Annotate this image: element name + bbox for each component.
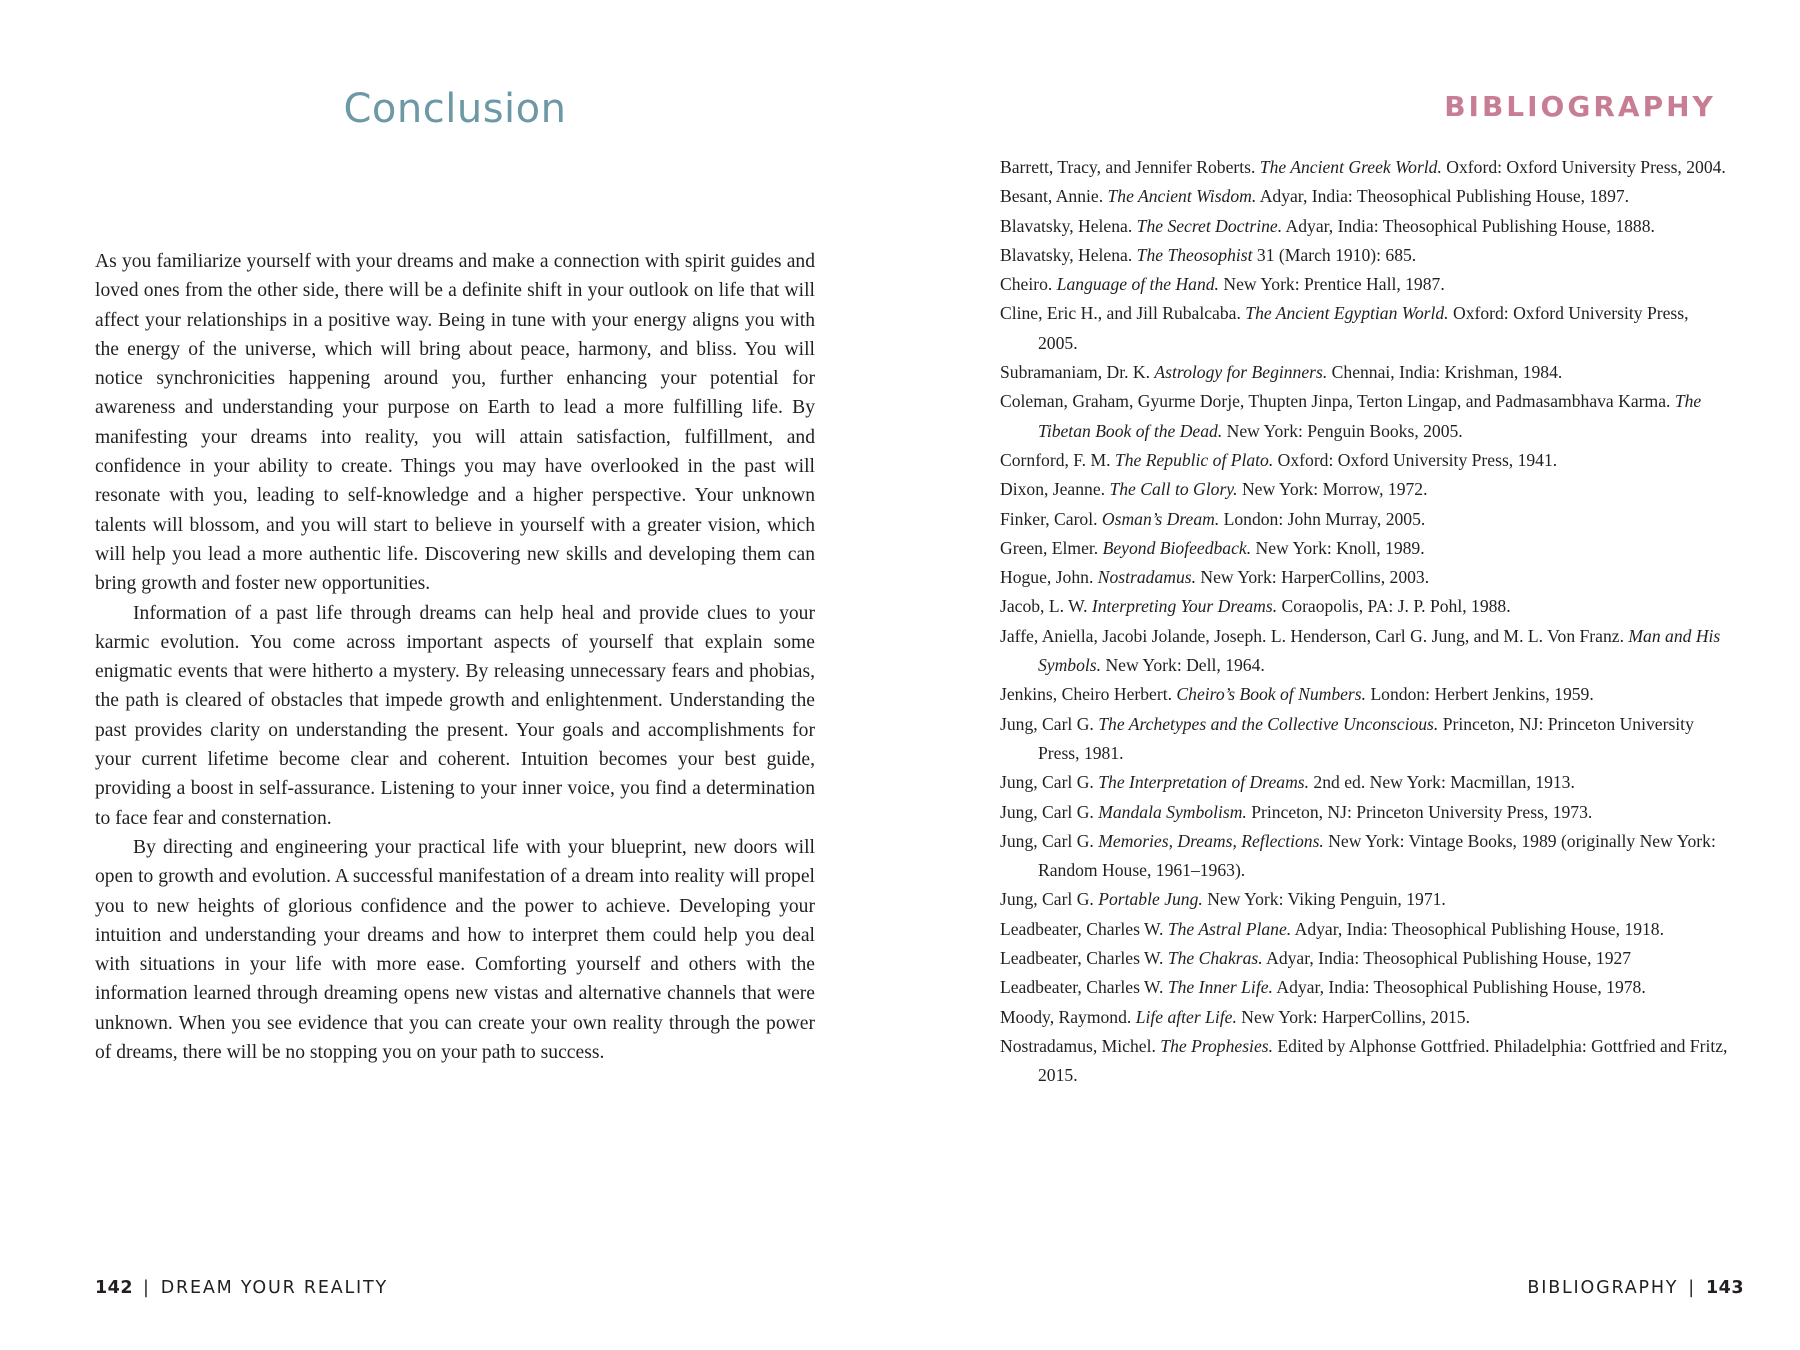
bibliography-entry [1000,153,1732,182]
paragraph: Information of a past life through dreams can help heal and provide clues to your karmic evolution. You come across important aspects of yourself that explain some enigmatic events that were hitherto a mystery. By releasing unnecessary fears and phobias, the path is cleared of obstacles that impede growth and enlightenment. Understanding the past provides clarity on understanding the present. Your goals and accomplishments for your current lifetime become clear and coherent. Intuition becomes your best guide, providing a boost in self-assurance. Listening to your inner voice, you find a determination to face fear and consternation. [95,602,815,829]
section-title: BIBLIOGRAPHY [1444,90,1716,123]
entry-author: Jung, Carl G. [1000,713,1094,734]
bibliography-entry [1000,212,1732,241]
entry-author: Jenkins, Cheiro Herbert. [1000,684,1172,705]
entry-author: Jung, Carl G. [1000,830,1094,851]
bibliography-entry [1000,827,1732,886]
bibliography-entry [1000,885,1732,914]
entry-title: The Ancient Egyptian World. [1245,303,1449,324]
entry-publication: Adyar, India: Theosophical Publishing House, 1918. [1294,918,1664,939]
entry-title: The Inner Life. [1167,977,1273,998]
entry-title: Beyond Biofeedback. [1102,537,1252,558]
bibliography-entry [1000,475,1732,504]
bibliography-entry [1000,798,1732,827]
entry-publication: New York: Knoll, 1989. [1255,537,1425,558]
entry-publication: London: Herbert Jenkins, 1959. [1370,684,1594,705]
bibliography-entry [1000,299,1732,358]
entry-publication: 2nd ed. New York: Macmillan, 1913. [1313,772,1575,793]
entry-publication: Adyar, India: Theosophical Publishing House, 1888. [1285,215,1655,236]
entry-publication: Adyar, India: Theosophical Publishing House, 1927 [1266,948,1632,969]
bibliography-entry [1000,446,1732,475]
entry-author: Besant, Annie. [1000,186,1104,207]
entry-title: Astrology for Beginners. [1154,362,1328,383]
paragraph: By directing and engineering your practical life with your blueprint, new doors will open to growth and evolution. A successful manifestation of a dream into reality will propel you to new heights of glorious confidence and the power to achieve. Developing your intuition and understanding your dreams and how to interpret them could help you deal with situations in your life with more ease. Comforting yourself and others with the information learned through dreaming opens new vistas and alternative channels that were unknown. When you see evidence that you can create your own reality through the power of dreams, there will be no stopping you on your path to success. [95,836,815,1064]
entry-title: Nostradamus. [1097,567,1197,588]
right-page [900,0,1800,1350]
entry-title: Life after Life. [1135,1006,1237,1027]
entry-author: Leadbeater, Charles W. [1000,948,1164,969]
bibliography-entry [1000,768,1732,797]
entry-publication: Princeton, NJ: Princeton University Press, 1981. [1038,713,1694,763]
right-folio [1527,1278,1744,1298]
entry-title: The Ancient Wisdom. [1107,186,1257,207]
bibliography-entry [1000,622,1732,681]
entry-publication: New York: Morrow, 1972. [1241,479,1428,500]
entry-publication: Adyar, India: Theosophical Publishing House, 1978. [1276,977,1646,998]
bibliography-entry [1000,1003,1732,1032]
entry-publication: Princeton, NJ: Princeton University Press, 1973. [1251,801,1593,822]
entry-title: Mandala Symbolism. [1098,801,1247,822]
entry-publication: Oxford: Oxford University Press, 2004. [1446,157,1726,177]
bibliography-entry [1000,241,1732,270]
entry-title: The Astral Plane. [1167,918,1292,939]
entry-author: Leadbeater, Charles W. [1000,918,1164,939]
entry-publication: Oxford: Oxford University Press, 1941. [1277,449,1558,470]
bibliography-entry [1000,710,1732,769]
bibliography-entry [1000,915,1732,944]
bibliography-entry [1000,182,1732,211]
bibliography-entry [1000,680,1732,709]
bibliography-entry [1000,358,1732,387]
entry-author: Finker, Carol. [1000,508,1098,529]
entry-publication: New York: Prentice Hall, 1987. [1223,274,1445,295]
entry-title: The Ancient Greek World. [1259,157,1442,177]
entry-author: Leadbeater, Charles W. [1000,977,1164,998]
entry-author: Coleman, Graham, Gyurme Dorje, Thupten Jinpa, Terton Lingap, and Padmasambhava Karma. [1000,391,1671,412]
entry-title: Cheiro’s Book of Numbers. [1176,684,1367,705]
bibliography-entry [1000,534,1732,563]
entry-publication: New York: Viking Penguin, 1971. [1207,889,1446,910]
entry-author: Hogue, John. [1000,567,1094,588]
entry-title: The Republic of Plato. [1114,449,1274,470]
entry-title: The Chakras. [1167,948,1263,969]
left-folio [95,1278,388,1298]
entry-author: Cornford, F. M. [1000,449,1111,470]
entry-publication: 31 (March 1910): 685. [1256,244,1417,265]
entry-publication: New York: HarperCollins, 2003. [1200,567,1430,588]
entry-title: The Archetypes and the Collective Unconscious. [1098,713,1439,734]
paragraph: As you familiarize yourself with your dreams and make a connection with spirit guides and loved ones from the other side, there will be a definite shift in your outlook on life that will affect your relationships in a positive way. Being in tune with your energy aligns you with the energy of the universe, which will bring about peace, harmony, and bliss. You will notice synchronicities happening around you, further enhancing your potential for awareness and understanding your purpose on Earth to lead a more fulfilling life. By manifesting your dreams into reality, you will attain satisfaction, fulfillment, and confidence in your ability to create. Things you may have overlooked in the past will resonate with you, leading to self-knowledge and a higher perspective. Your unknown talents will blossom, and you will start to believe in yourself with a greater vision, which will help you lead a more authentic life. Discovering new skills and developing them can bring growth and foster new opportunities. [95,251,815,595]
entry-title: The Theosophist [1136,244,1253,265]
entry-publication: Edited by Alphonse Gottfried. Philadelphia: Gottfried and Fritz, 2015. [1038,1035,1728,1086]
entry-author: Moody, Raymond. [1000,1006,1132,1027]
bibliography-list [1000,153,1732,1091]
bibliography-entry [1000,1032,1732,1091]
entry-publication: London: John Murray, 2005. [1223,508,1426,529]
entry-publication: New York: Penguin Books, 2005. [1226,420,1463,441]
entry-author: Blavatsky, Helena. [1000,215,1133,236]
bibliography-entry [1000,505,1732,534]
entry-publication: Adyar, India: Theosophical Publishing House, 1897. [1259,186,1630,207]
entry-author: Jaffe, Aniella, Jacobi Jolande, Joseph. L. Henderson, Carl G. Jung, and M. L. Von Franz. [1000,625,1624,646]
page-number: 142 [95,1278,134,1298]
bibliography-entry [1000,270,1732,299]
entry-title: Osman’s Dream. [1101,508,1220,529]
entry-author: Barrett, Tracy, and Jennifer Roberts. [1000,157,1256,177]
bibliography-entry [1000,973,1732,1002]
entry-publication: Chennai, India: Krishman, 1984. [1331,362,1563,383]
entry-author: Jung, Carl G. [1000,889,1094,910]
entry-title: Man and His Symbols. [1038,625,1721,676]
entry-author: Jung, Carl G. [1000,801,1094,822]
entry-title: The Prophesies. [1160,1035,1273,1056]
entry-title: Language of the Hand. [1056,274,1219,295]
entry-publication: Oxford: Oxford University Press, 2005. [1038,303,1689,353]
entry-publication: New York: Vintage Books, 1989 (originally New York: Random House, 1961–1963). [1038,830,1716,881]
entry-publication: New York: Dell, 1964. [1105,655,1265,676]
entry-author: Jacob, L. W. [1000,596,1088,617]
folio-separator: | [143,1278,151,1298]
bibliography-entry [1000,563,1732,592]
entry-author: Cheiro. [1000,274,1053,295]
entry-publication: New York: HarperCollins, 2015. [1241,1006,1471,1027]
entry-title: The Tibetan Book of the Dead. [1038,391,1702,441]
entry-title: The Secret Doctrine. [1136,215,1283,236]
bibliography-entry [1000,387,1732,446]
entry-author: Nostradamus, Michel. [1000,1035,1156,1056]
entry-publication: Coraopolis, PA: J. P. Pohl, 1988. [1281,596,1511,617]
entry-author: Dixon, Jeanne. [1000,479,1106,500]
entry-author: Subramaniam, Dr. K. [1000,362,1151,383]
entry-author: Green, Elmer. [1000,537,1099,558]
entry-title: Portable Jung. [1098,889,1203,910]
bibliography-entry [1000,592,1732,621]
bibliography-entry [1000,944,1732,973]
entry-title: The Call to Glory. [1109,479,1238,500]
folio-separator: | [1688,1278,1696,1298]
running-head: BIBLIOGRAPHY [1527,1278,1679,1298]
entry-author: Cline, Eric H., and Jill Rubalcaba. [1000,303,1241,324]
conclusion-body [95,247,815,1067]
entry-title: Memories, Dreams, Reflections. [1098,830,1324,851]
page-number: 143 [1705,1278,1744,1298]
entry-author: Blavatsky, Helena. [1000,244,1133,265]
running-head: DREAM YOUR REALITY [160,1278,388,1298]
entry-title: The Interpretation of Dreams. [1098,772,1310,793]
chapter-title: Conclusion [343,86,567,132]
entry-author: Jung, Carl G. [1000,772,1094,793]
entry-title: Interpreting Your Dreams. [1091,596,1278,617]
